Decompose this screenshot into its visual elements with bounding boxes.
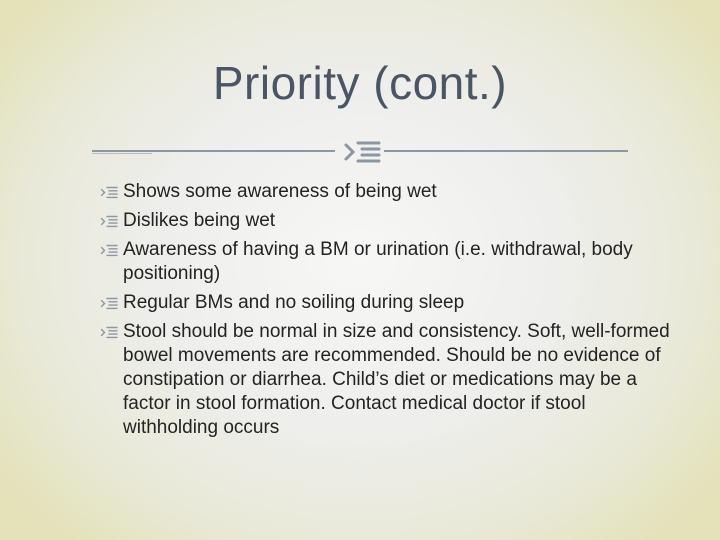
bullet-item: [100, 238, 680, 286]
list-lines-icon: [100, 297, 118, 310]
list-lines-icon: [100, 326, 118, 339]
bullet-text: Regular BMs and no soiling during sleep: [123, 292, 465, 313]
list-lines-icon: [337, 139, 383, 165]
list-lines-icon: [100, 244, 118, 257]
bullet-text: Stool should be normal in size and consistency. Soft, well-formed bowel movements are recommended. Should be no evidence of constipation or diarrhea. Child’s diet or medications may be a factor in stool formation. Contact medical doctor if stool withholding occurs: [123, 321, 670, 438]
bullet-item: [100, 320, 680, 440]
bullet-item: [100, 209, 680, 233]
bullet-text: Dislikes being wet: [123, 210, 276, 231]
slide-title: Priority (cont.): [212, 57, 508, 109]
bullet-text: Shows some awareness of being wet: [123, 181, 437, 202]
list-lines-icon: [100, 215, 118, 228]
list-lines-icon: [100, 186, 118, 199]
bullet-item: [100, 180, 680, 204]
title-rule-right: [384, 150, 628, 152]
bullet-item: [100, 291, 680, 315]
bullet-text: Awareness of having a BM or urination (i.e. withdrawal, body positioning): [123, 239, 633, 284]
bullet-list: [100, 180, 680, 445]
title-rule-left: [92, 150, 335, 152]
title-rule-left-accent: [92, 153, 152, 154]
